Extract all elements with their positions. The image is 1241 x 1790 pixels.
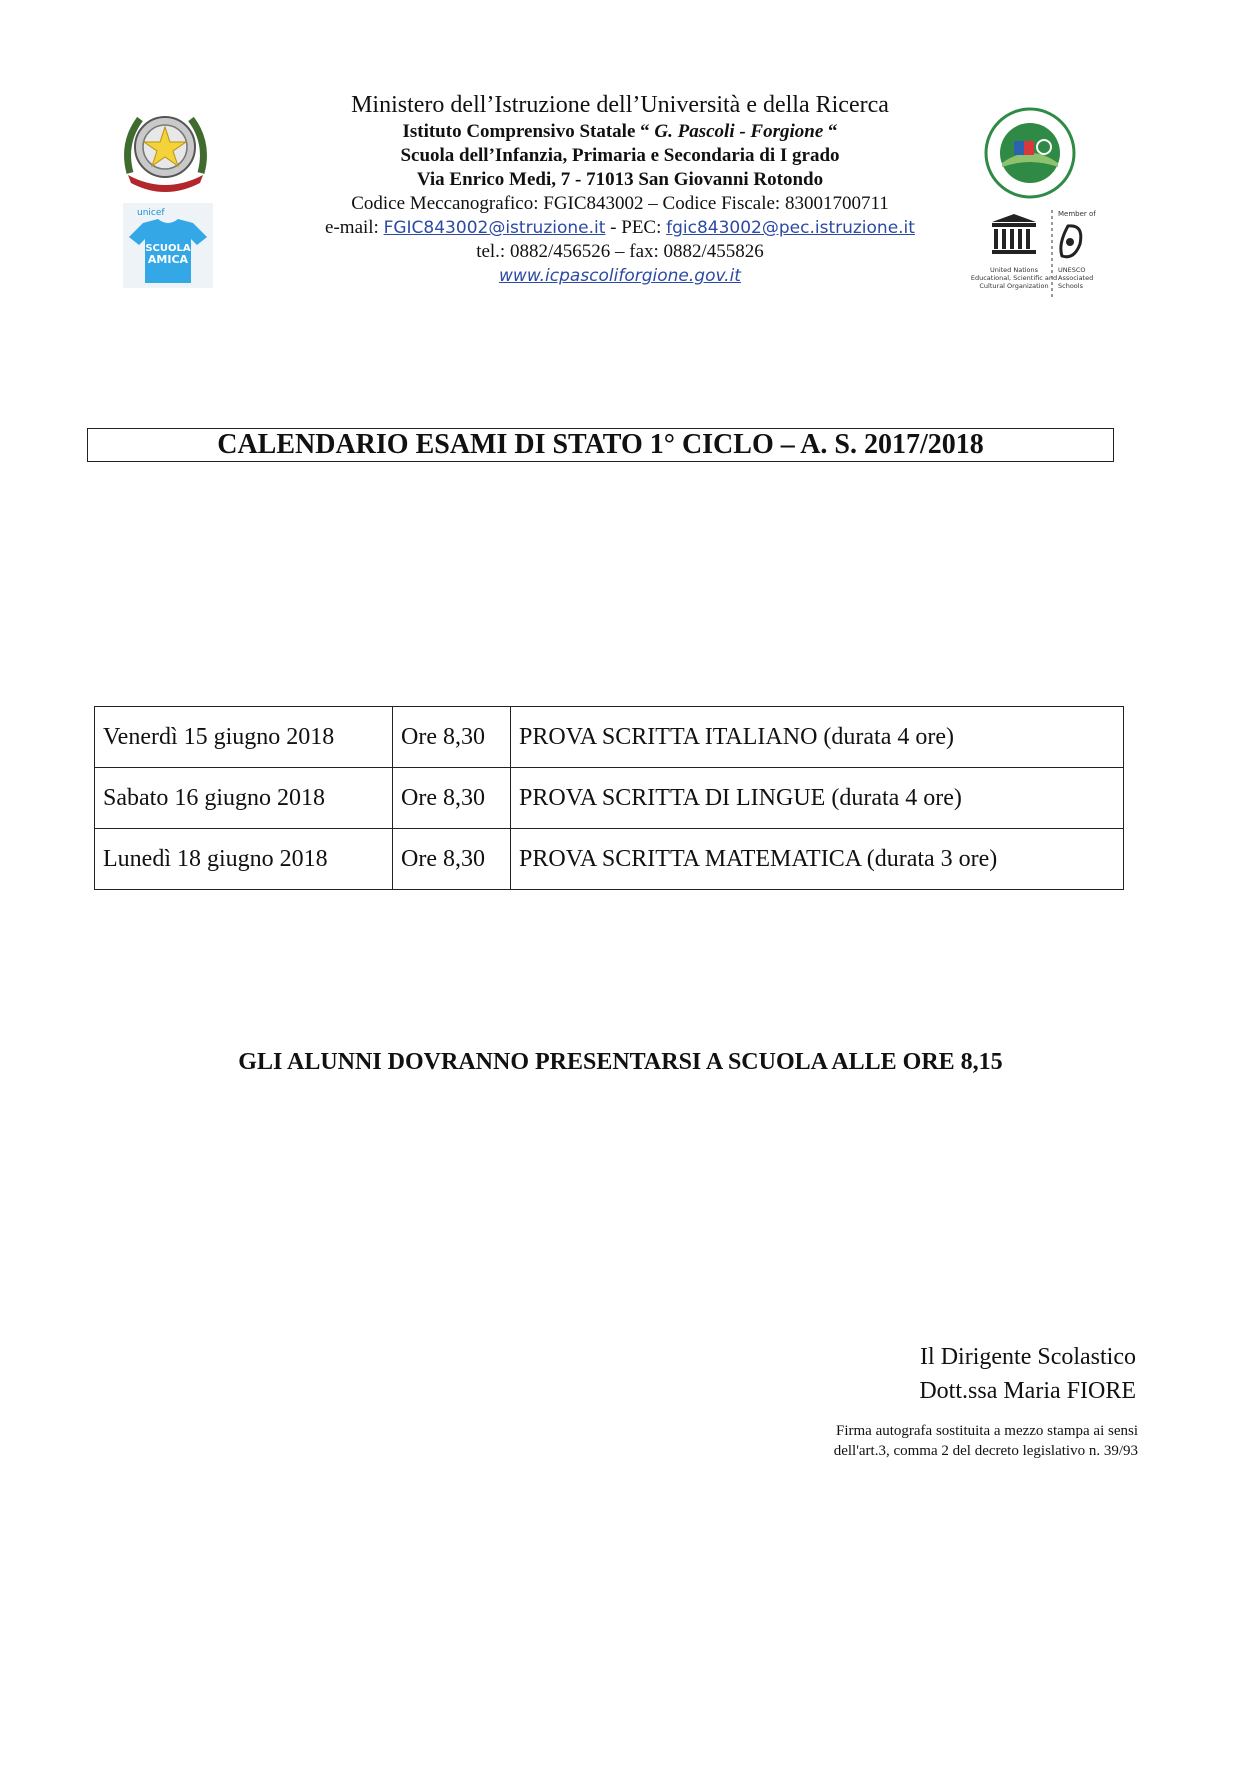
signature-note: [834, 1421, 1138, 1461]
asp-line1: UNESCO: [1058, 266, 1086, 274]
asp-line3: Schools: [1058, 282, 1083, 290]
member-of-text: Member of: [1058, 210, 1096, 218]
un-line3: Cultural Organization: [979, 282, 1049, 290]
institute-prefix: Istituto Comprensivo Statale “: [402, 121, 655, 142]
ministry-line: Ministero dell’Istruzione dell’Università e della Ricerca: [351, 92, 889, 118]
unicef-brand: unicef: [137, 208, 165, 218]
signature-note-line1: Firma autografa sostituita a mezzo stampa ai sensi: [836, 1423, 1138, 1439]
signature-block: [919, 1340, 1136, 1408]
pec-link[interactable]: fgic843002@pec.istruzione.it: [666, 218, 915, 238]
exam-time: Ore 8,30: [393, 707, 511, 768]
un-line2: Educational, Scientific and: [970, 274, 1058, 282]
table-row: [95, 707, 1124, 768]
signature-role: Il Dirigente Scolastico: [920, 1344, 1136, 1370]
institute-name: G. Pascoli - Forgione: [654, 121, 824, 142]
codes-line: Codice Meccanografico: FGIC843002 – Codice Fiscale: 83001700711: [351, 193, 889, 214]
school-seal-icon: [984, 107, 1076, 199]
amica-text: AMICA: [147, 253, 189, 266]
letterhead: [250, 90, 990, 288]
scuola-text: SCUOLA: [145, 243, 191, 254]
exam-date: Lunedì 18 giugno 2018: [95, 829, 393, 890]
institute-suffix: “: [823, 121, 838, 142]
unicef-scuola-amica-icon: [123, 203, 213, 288]
table-row: [95, 768, 1124, 829]
exam-time: Ore 8,30: [393, 768, 511, 829]
exam-date: Sabato 16 giugno 2018: [95, 768, 393, 829]
exam-calendar-table: [94, 706, 1124, 890]
address-line: Via Enrico Medi, 7 - 71013 San Giovanni Rotondo: [416, 169, 824, 190]
arrival-notice: GLI ALUNNI DOVRANNO PRESENTARSI A SCUOLA ALLE ORE 8,15: [238, 1049, 1003, 1075]
email-label: e-mail:: [325, 217, 384, 238]
signature-name: Dott.ssa Maria FIORE: [919, 1378, 1136, 1404]
repubblica-italiana-emblem-icon: [118, 103, 213, 195]
exam-test: PROVA SCRITTA DI LINGUE (durata 4 ore): [511, 768, 1124, 829]
website-link[interactable]: www.icpascoliforgione.gov.it: [499, 266, 741, 286]
phone-fax-line: tel.: 0882/456526 – fax: 0882/455826: [476, 241, 764, 262]
exam-date: Venerdì 15 giugno 2018: [95, 707, 393, 768]
asp-line2: Associated: [1058, 274, 1094, 282]
email-link[interactable]: FGIC843002@istruzione.it: [383, 218, 606, 238]
un-line1: United Nations: [989, 266, 1039, 274]
table-row: [95, 829, 1124, 890]
exam-time: Ore 8,30: [393, 829, 511, 890]
signature-note-line2: dell'art.3, comma 2 del decreto legislativo n. 39/93: [833, 1443, 1138, 1459]
exam-test: PROVA SCRITTA MATEMATICA (durata 3 ore): [511, 829, 1124, 890]
institute-line: [250, 120, 990, 144]
contacts-line: [250, 216, 990, 240]
exam-test: PROVA SCRITTA ITALIANO (durata 4 ore): [511, 707, 1124, 768]
pec-label: - PEC:: [605, 217, 667, 238]
school-levels-line: Scuola dell’Infanzia, Primaria e Secondaria di I grado: [400, 145, 840, 166]
website-line: [250, 264, 990, 288]
document-title: CALENDARIO ESAMI DI STATO 1° CICLO – A. S. 2017/2018: [87, 428, 1114, 462]
